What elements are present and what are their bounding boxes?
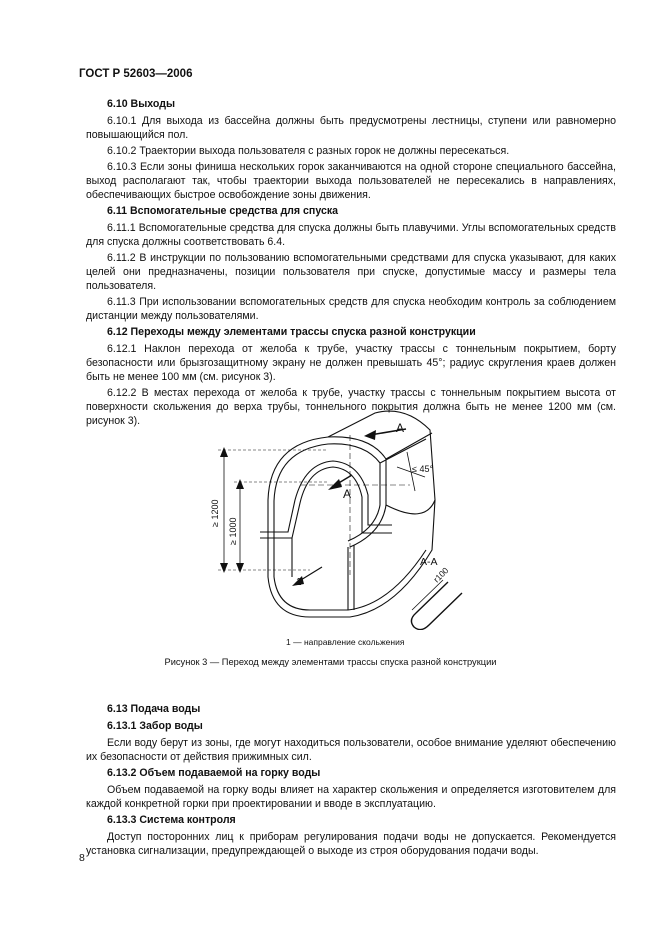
para-6-11-1: 6.11.1 Вспомогательные средства для спуска должны быть плавучими. Углы вспомогательных средств для спуска должны соответствовать 6.4. [86, 222, 616, 248]
section-6-10 [86, 97, 616, 430]
heading-6-13-3: 6.13.3 Система контроля [107, 814, 236, 826]
para-6-11-2: 6.11.2 В инструкции по пользованию вспомогательными средствами для спуска указывают, для каких целей они предназначены, позиции пользователя при спуске, допустимые массу и размеры тела пользователя. [86, 252, 616, 292]
standard-number: ГОСТ Р 52603—2006 [79, 68, 193, 80]
label-section: А-А [420, 556, 438, 568]
page-number: 8 [79, 852, 85, 864]
para-6-10-1: 6.10.1 Для выхода из бассейна должны быть предусмотрены лестницы, ступени или равномерно повышающийся пол. [86, 115, 616, 141]
label-radius: r100 [431, 565, 451, 585]
marker-1: 1 [296, 577, 302, 588]
trough-outline [268, 500, 435, 617]
figure-caption: Рисунок 3 — Переход между элементами трассы спуска разной конструкции [164, 657, 497, 667]
label-dim-1200: ≥ 1200 [210, 499, 220, 527]
heading-6-13-2: 6.13.2 Объем подаваемой на горку воды [107, 767, 321, 779]
section-6-13 [86, 702, 616, 860]
label-a-top: A [396, 421, 405, 435]
heading-6-10: 6.10 Выходы [107, 98, 175, 110]
inner-profile [260, 461, 392, 532]
figure-3-drawing [200, 405, 470, 630]
para-6-10-3: 6.10.3 Если зоны финиша нескольких горок заканчиваются на одной стороне специального бассейна, выход располагают так, чтобы траектории выхода пользователей не пересекались в направлениях, обеспечивающих быстрое освобождение зоны движения. [86, 161, 616, 201]
tube-inner-shell [274, 444, 380, 577]
label-dim-1000: ≥ 1000 [228, 517, 238, 545]
para-6-10-2: 6.10.2 Траектории выхода пользователя с разных горок не должны пересекаться. [107, 145, 510, 157]
para-6-11-3: 6.11.3 При использовании вспомогательных средств для спуска необходим контроль за соблюдением дистанции между пользователями. [86, 296, 616, 322]
label-angle: ≤ 45° [412, 464, 434, 474]
para-6-13-2: Объем подаваемой на горку воды влияет на характер скольжения и определяется изготовителем для каждой конкретной горки при проектировании и вводе в эксплуатацию. [86, 784, 616, 810]
label-a-mid: A [343, 487, 352, 501]
heading-6-12: 6.12 Переходы между элементами трассы спуска разной конструкции [107, 326, 476, 338]
para-6-13-3: Доступ посторонних лиц к приборам регулирования подачи воды не допускается. Рекомендуется установка сигнализации, предупреждающей о выходе из строя оборудования подачи воды. [86, 831, 616, 857]
heading-6-13: 6.13 Подача воды [107, 703, 201, 715]
section-detail [411, 582, 462, 630]
heading-6-13-1: 6.13.1 Забор воды [107, 720, 203, 732]
figure-legend: 1 — направление скольжения [286, 637, 405, 647]
para-6-13-1: Если воду берут из зоны, где могут находиться пользователи, особое внимание уделяют обеспечению их безопасности от действия прижимных сил. [86, 737, 616, 763]
para-6-12-1: 6.12.1 Наклон перехода от желоба к трубе, участку трассы с тоннельным покрытием, борту безопасности или брызгозащитному экрану не должен превышать 45°; радиус скругления краев должен быть не менее 100 мм (см. рисунок 3). [86, 343, 616, 383]
heading-6-11: 6.11 Вспомогательные средства для спуска [107, 205, 339, 217]
para-6-12-2: 6.12.2 В местах перехода от желоба к трубе, участку трассы с тоннельным покрытием высота от поверхности скольжения до верха трубы, тоннельного покрытия должна быть не менее 1200 мм (см. рисунок 3). [86, 387, 616, 427]
